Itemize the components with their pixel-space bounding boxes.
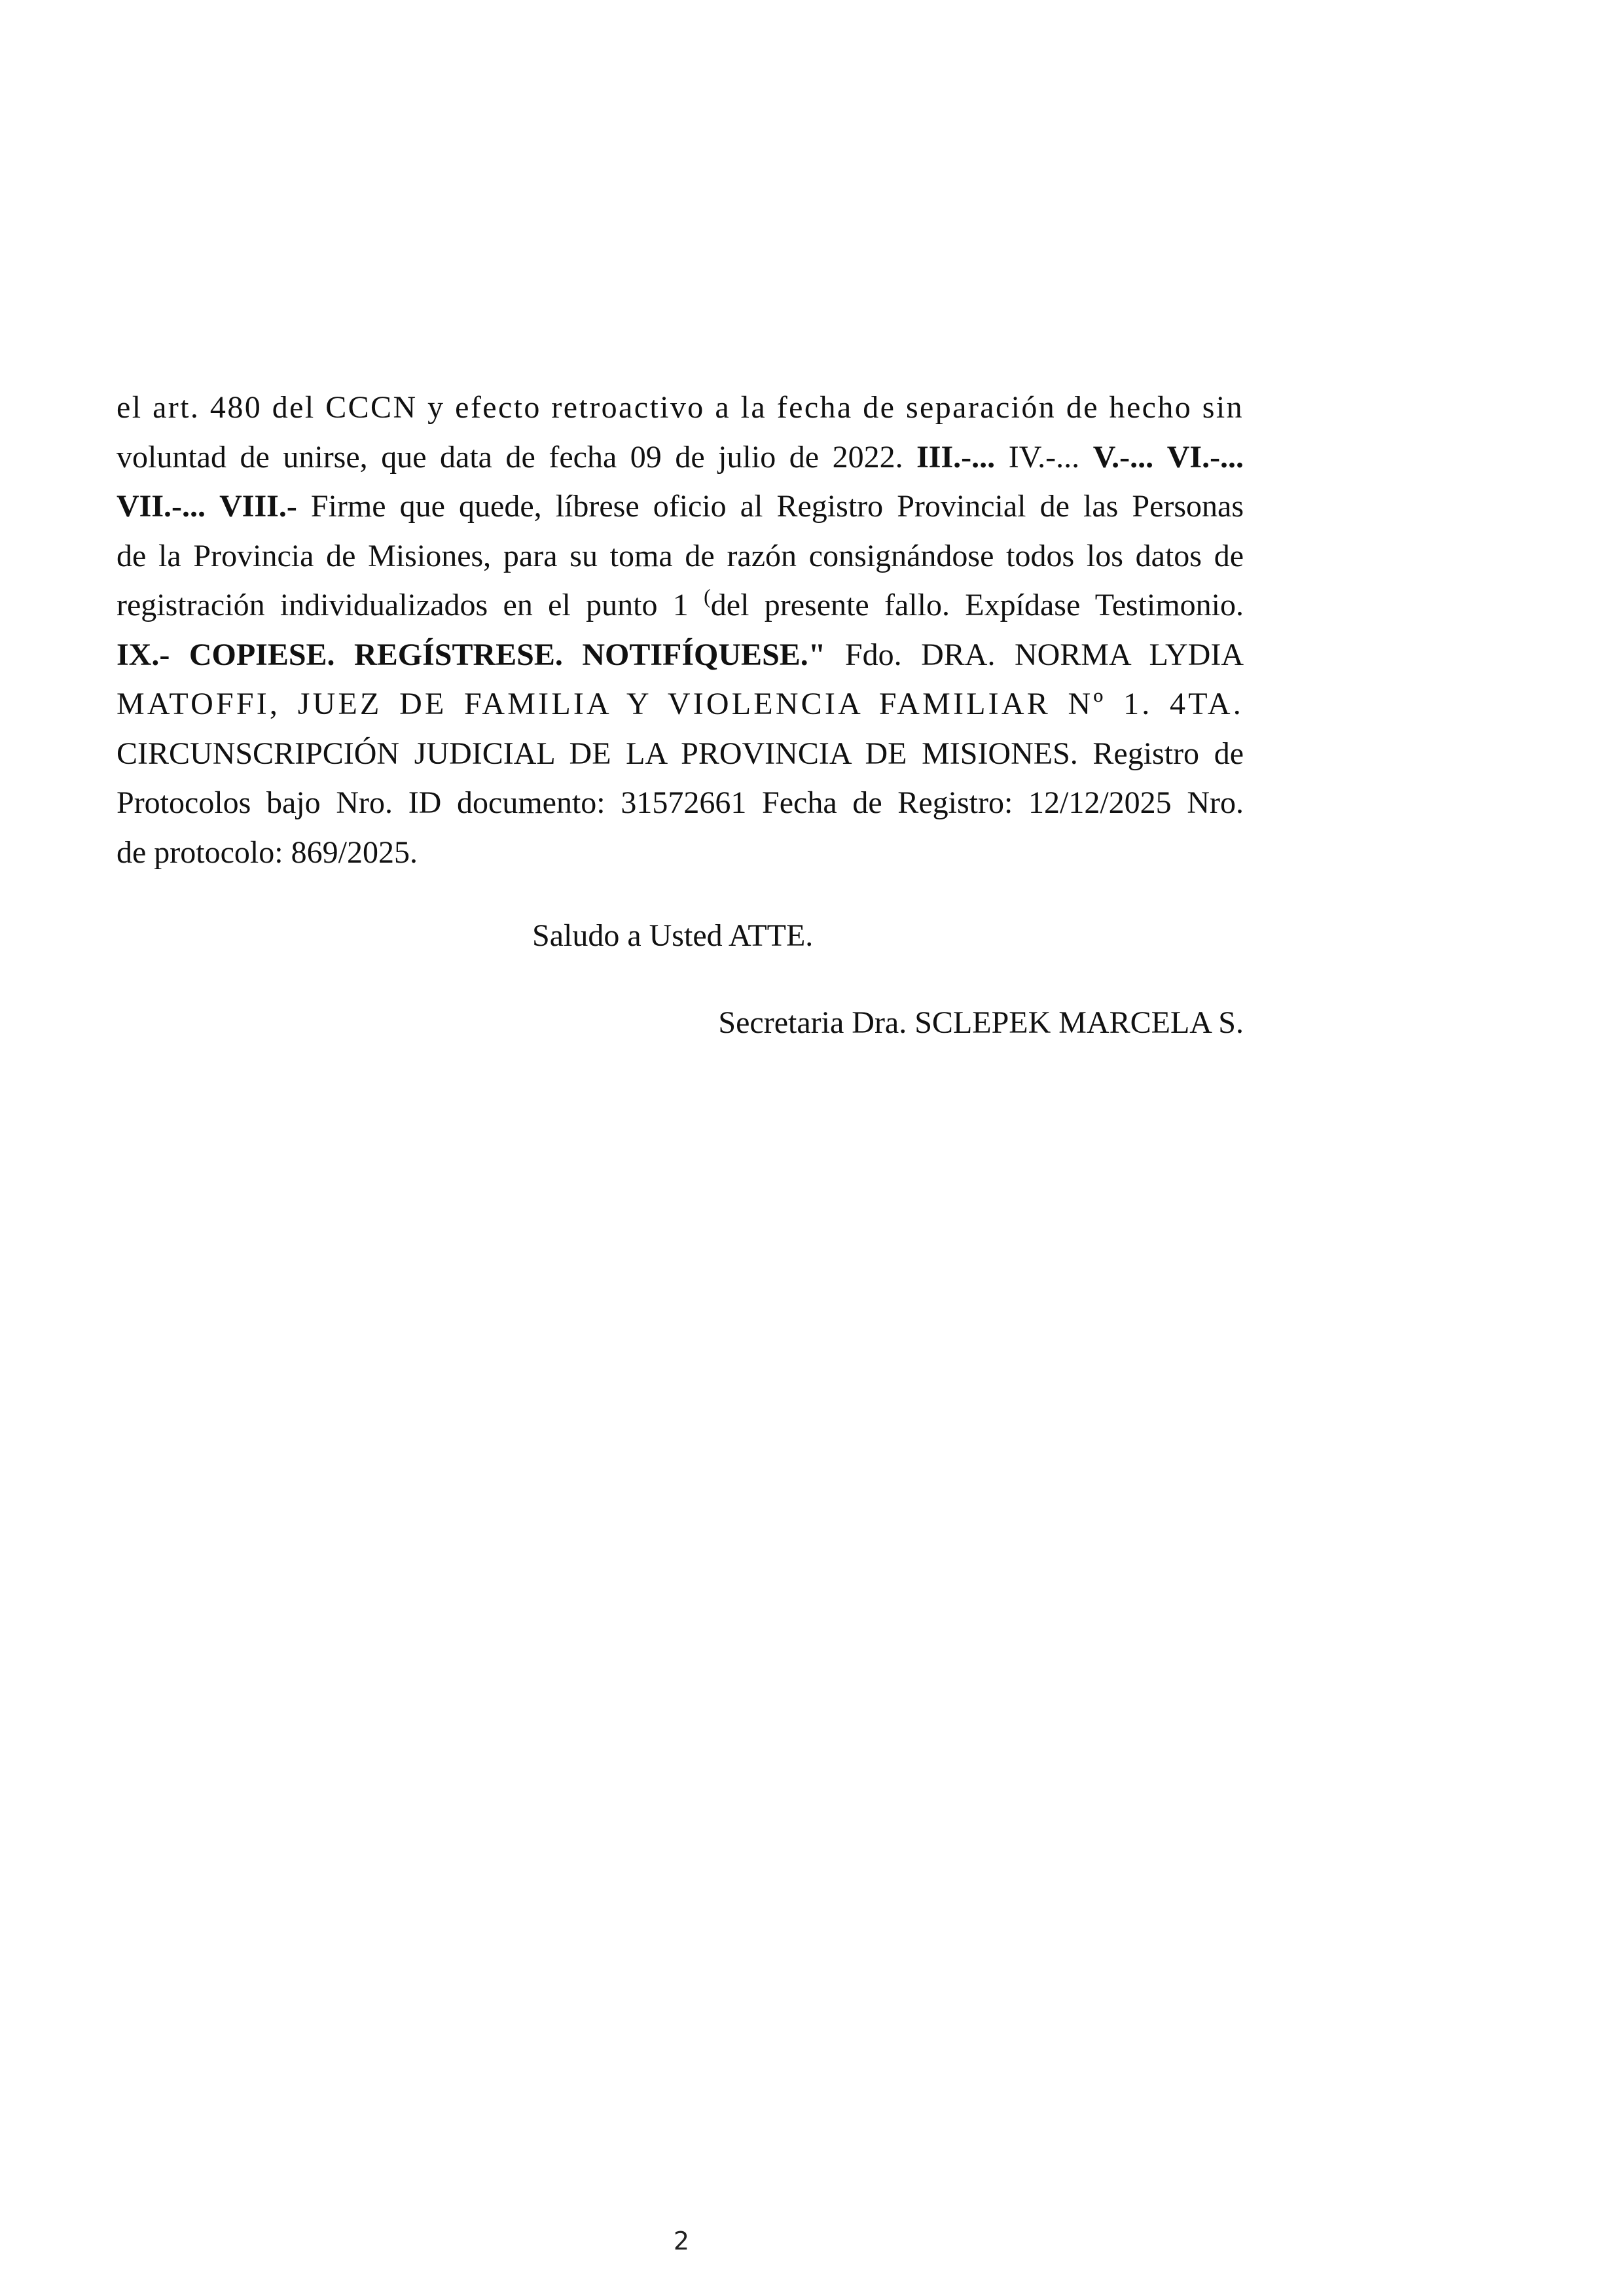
page-number: 2 [673,2227,690,2255]
paragraph-line-2 [117,433,1244,482]
paragraph-line-6 [117,630,1244,680]
line-2-text: voluntad de unirse, que data de fecha 09 de julio de 2022. [117,439,903,475]
item-viii: VIII.- [219,489,297,524]
paragraph-line-9: Protocolos bajo Nro. ID documento: 31572661 Fecha de Registro: 12/12/2025 Nro. [117,785,1244,820]
item-vi: VI.-... [1166,439,1244,475]
item-iii: III.-... [916,439,996,475]
item-iv: IV.-... [1008,439,1080,475]
line-5-text-b: del presente fallo. Expídase Testimonio. [710,588,1244,622]
line-5-text-a: registración individualizados en el punto 1 [117,588,689,622]
paragraph-line-5 [117,581,1244,630]
line-3-text: Firme que quede, líbrese oficio al Registro Provincial de las Personas [310,489,1244,524]
resolution-paragraph [117,383,1244,877]
item-vii: VII.-... [117,489,206,524]
line-6-text: Fdo. DRA. NORMA LYDIA [844,637,1244,672]
item-ix: IX.- COPIESE. REGÍSTRESE. NOTIFÍQUESE." [117,637,826,672]
paragraph-line-1: el art. 480 del CCCN y efecto retroactivo a la fecha de separación de hecho sin [117,390,1244,425]
paragraph-line-10: de protocolo: 869/2025. [117,834,418,870]
paragraph-line-7: MATOFFI, JUEZ DE FAMILIA Y VIOLENCIA FAMILIAR Nº 1. 4TA. [117,687,1244,721]
paragraph-line-3 [117,482,1244,531]
signature-line: Secretaria Dra. SCLEPEK MARCELA S. [718,1005,1244,1040]
paragraph-line-8: CIRCUNSCRIPCIÓN JUDICIAL DE LA PROVINCIA DE MISIONES. Registro de [117,736,1244,771]
footnote-mark: ( [704,584,711,608]
closing-salutation: Saludo a Usted ATTE. [532,918,814,953]
paragraph-line-4: de la Provincia de Misiones, para su toma de razón consignándose todos los datos de [117,538,1244,573]
item-v: V.-... [1092,439,1154,475]
